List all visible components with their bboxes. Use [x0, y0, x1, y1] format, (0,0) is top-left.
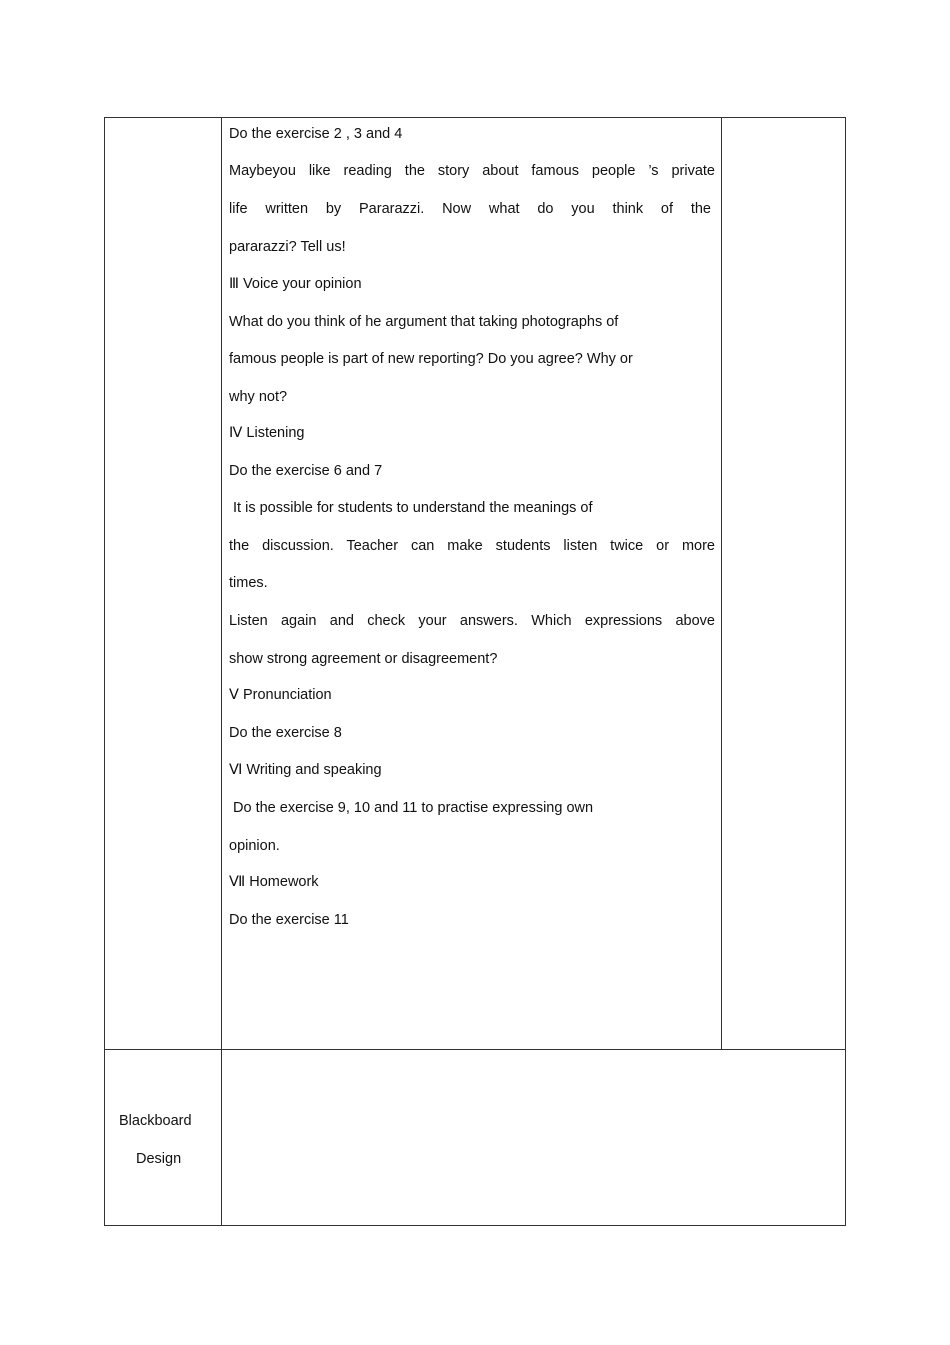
section-heading: Ⅶ Homework: [229, 874, 319, 890]
body-text-line: famous people is part of new reporting? Do you agree? Why or: [229, 351, 633, 367]
body-text-line: opinion.: [229, 838, 280, 854]
body-text-line: Maybeyou like reading the story about famous people ’s private: [229, 163, 715, 179]
body-text-line: the discussion. Teacher can make students listen twice or more: [229, 538, 715, 554]
exercise-instruction: Do the exercise 11: [229, 912, 349, 928]
exercise-instruction: Do the exercise 9, 10 and 11 to practise expressing own: [229, 800, 594, 816]
section-heading: Ⅴ Pronunciation: [229, 687, 332, 703]
exercise-instruction: Do the exercise 2 , 3 and 4: [229, 126, 403, 142]
section-heading: Ⅵ Writing and speaking: [229, 762, 382, 778]
body-text-line: life written by Pararazzi. Now what do you think of the: [229, 201, 711, 217]
table-bottom-border: [104, 1225, 846, 1226]
blackboard-label-line2: Design: [136, 1151, 182, 1167]
table-top-border: [104, 117, 846, 118]
section-heading: Ⅳ Listening: [229, 425, 305, 441]
body-text-line: What do you think of he argument that taking photographs of: [229, 314, 619, 330]
exercise-instruction: Do the exercise 6 and 7: [229, 463, 383, 479]
table-column-divider-2: [721, 117, 722, 1050]
blackboard-label-line1: Blackboard: [119, 1113, 192, 1129]
body-text-line: Listen again and check your answers. Which expressions above: [229, 613, 715, 629]
section-heading: Ⅲ Voice your opinion: [229, 276, 362, 292]
table-left-border: [104, 117, 105, 1226]
table-column-divider-1: [221, 117, 222, 1226]
table-row-divider: [104, 1049, 846, 1050]
body-text-line: times.: [229, 575, 268, 591]
body-text-line: show strong agreement or disagreement?: [229, 651, 498, 667]
body-text-line: pararazzi? Tell us!: [229, 239, 346, 255]
body-text-line: It is possible for students to understand the meanings of: [229, 500, 593, 516]
table-right-border: [845, 117, 846, 1226]
body-text-line: why not?: [229, 389, 288, 405]
exercise-instruction: Do the exercise 8: [229, 725, 342, 741]
